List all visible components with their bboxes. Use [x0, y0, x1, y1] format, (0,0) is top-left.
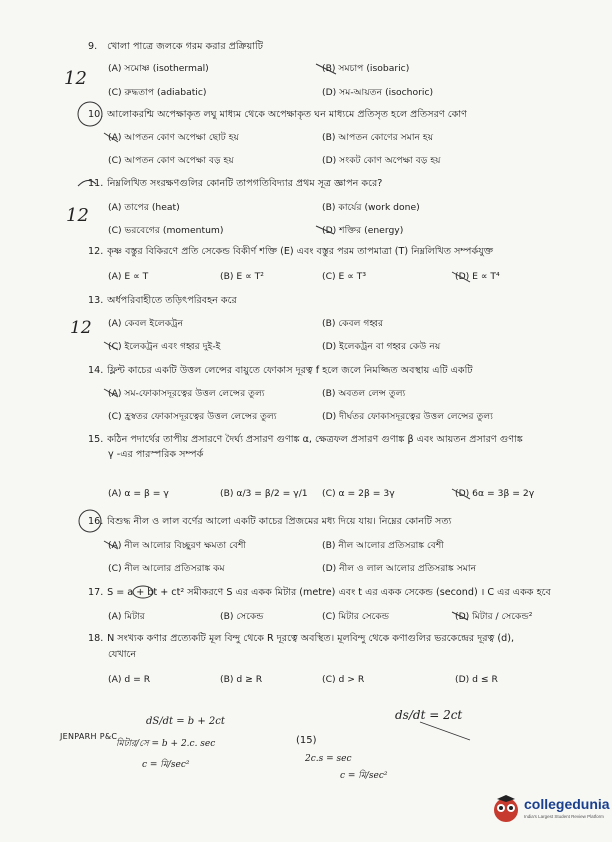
option: (C) ইলেকট্রন এবং গহ্বর দুই-ই: [108, 341, 221, 352]
option: (C) নীল আলোর প্রতিসরাঙ্ক কম: [108, 563, 225, 574]
option: (B) কেবল গহ্বর: [322, 318, 384, 329]
strike-mark: [316, 226, 334, 234]
option: (C) E ∝ T³: [322, 271, 367, 282]
circle-mark: [79, 510, 101, 532]
option: (C) α = 2β = 3γ: [322, 488, 395, 499]
option: (D) ইলেকট্রন বা গহ্বর কেউ নয়: [322, 341, 441, 352]
option: (B) আপতন কোণের সমান হয়: [322, 132, 434, 143]
option: (D) দীর্ঘতর ফোকাসদূরত্বের উত্তল লেন্সের তুল্য: [322, 411, 493, 422]
handwritten-note: ds/dt = 2ct: [395, 708, 463, 722]
option: (A) আপতন কোণ অপেক্ষা ছোট হয়: [108, 132, 239, 143]
option: (A) নীল আলোর বিচ্ছুরণ ক্ষমতা বেশী: [108, 540, 247, 551]
handwritten-note: c = মি/sec²: [142, 760, 190, 770]
page-number: (15): [296, 735, 317, 746]
tick-mark: [78, 180, 96, 186]
option: (B) অবতল লেন্স তুল্য: [322, 388, 406, 399]
option: (D) সম-আয়তন (isochoric): [322, 87, 434, 98]
option: (B) কার্যের (work done): [322, 202, 420, 213]
handwritten-mark: 12: [66, 205, 89, 226]
collegedunia-logo: [492, 792, 610, 828]
ink-stroke: [420, 722, 470, 740]
option: (D) শক্তির (energy): [322, 225, 404, 236]
handwritten-mark: 12: [64, 68, 87, 89]
option: (D) E ∝ T⁴: [455, 271, 500, 282]
option: (C) আপতন কোণ অপেক্ষা বড় হয়: [108, 155, 234, 166]
owl-icon: [492, 794, 520, 824]
option: (D) নীল ও লাল আলোর প্রতিসরাঙ্ক সমান: [322, 563, 477, 574]
option: (D) 6α = 3β = 2γ: [455, 488, 535, 499]
strike-mark: [452, 272, 470, 282]
option: (C) ভরবেগের (momentum): [108, 225, 224, 236]
option: (A) সমোষ্ণ (isothermal): [108, 63, 209, 74]
option: (B) d ≥ R: [220, 674, 263, 685]
option: (A) তাপের (heat): [108, 202, 180, 213]
option: (C) রুদ্ধতাপ (adiabatic): [108, 87, 207, 98]
option: (D) সংকট কোণ অপেক্ষা বড় হয়: [322, 155, 441, 166]
question-14: 14. ফ্লিন্ট কাচের একটি উত্তল লেন্সের বায়ুতে ফোকাস দূরত্ব f হলে জলে নিমজ্জিত অবস্থায় এটি একটি: [88, 365, 473, 376]
option: (D) মিটার / সেকেন্ড²: [455, 611, 533, 622]
circle-mark: [133, 586, 153, 598]
strike-mark: [316, 64, 336, 74]
option: (A) কেবল ইলেকট্রন: [108, 318, 184, 329]
question-10: 10. আলোকরশ্মি অপেক্ষাকৃত লঘু মাধ্যম থেকে অপেক্ষাকৃত ঘন মাধ্যমে প্রতিসৃত হলে প্রতিসরণ কোণ: [88, 109, 467, 120]
question-13: 13. অর্ধপরিবাহীতে তড়িৎপরিবহন করে: [88, 295, 237, 306]
strike-mark: [104, 133, 118, 142]
option: (A) মিটার: [108, 611, 145, 622]
handwritten-mark: 12: [70, 318, 92, 338]
circle-mark: [78, 102, 102, 126]
question-11: 11. নিম্নলিখিত সংরক্ষণগুলির কোনটি তাপগতিবিদ্যার প্রথম সূত্র জ্ঞাপন করে?: [88, 178, 383, 189]
question-16: 16. বিশুদ্ধ নীল ও লাল বর্ণের আলো একটি কাচের প্রিজমের মধ্য দিয়ে যায়। নিম্নের কোনটি সত্য: [88, 516, 452, 527]
option: (A) সম-ফোকাসদূরত্বের উত্তল লেন্সের তুল্য: [108, 388, 265, 399]
logo-name: collegedunia: [524, 796, 610, 812]
option: (D) d ≤ R: [455, 674, 498, 685]
option: (A) α = β = γ: [108, 488, 169, 499]
strike-mark: [452, 489, 470, 499]
question-18-cont: যেখানে: [108, 649, 137, 660]
logo-tagline: India's Largest Student Review Platform: [524, 814, 604, 819]
handwritten-note: dS/dt = b + 2ct: [146, 716, 225, 727]
option: (A) d = R: [108, 674, 151, 685]
strike-mark: [104, 389, 118, 397]
option: (B) α/3 = β/2 = γ/1: [220, 488, 308, 499]
strike-mark: [104, 541, 118, 549]
question-17: 17. S = a + bt + ct² সমীকরণে S এর একক মিটার (metre) এবং t এর একক সেকেন্ড (second) । C এর একক হবে: [88, 587, 551, 598]
option: (B) E ∝ T²: [220, 271, 264, 282]
option: (C) d > R: [322, 674, 365, 685]
option: (B) নীল আলোর প্রতিসরাঙ্ক বেশী: [322, 540, 444, 551]
option: (B) সমচাপ (isobaric): [322, 63, 410, 74]
question-18: 18. N সংখ্যক কণার প্রত্যেকটি মূল বিন্দু থেকে R দূরত্বে অবস্থিত। মূলবিন্দু থেকে কণাগুলির ভরকেন্দ্রের দূরত্ব (d),: [88, 633, 515, 644]
option: (B) সেকেন্ড: [220, 611, 264, 622]
handwritten-note: মিটার/সে = b + 2.c. sec: [116, 739, 216, 749]
strike-mark: [104, 342, 118, 350]
option: (C) হ্রস্বতর ফোকাসদূরত্বের উত্তল লেন্সের তুল্য: [108, 411, 277, 422]
option: (A) E ∝ T: [108, 271, 149, 282]
handwritten-note: c = মি/sec²: [340, 771, 388, 781]
footer-code: JENPARH P&C: [60, 732, 118, 741]
question-9: 9. খোলা পাত্রে জলকে গরম করার প্রক্রিয়াটি: [88, 41, 263, 52]
option: (C) মিটার সেকেন্ড: [322, 611, 390, 622]
question-12: 12. কৃষ্ণ বস্তুর বিকিরণে প্রতি সেকেন্ড বিকীর্ণ শক্তি (E) এবং বস্তুর পরম তাপমাত্রা (T) নিম্নলিখিত সম্পর্কযুক্ত: [88, 246, 494, 257]
question-15-cont: γ -এর পারস্পরিক সম্পর্ক: [108, 449, 204, 460]
question-15: 15. কঠিন পদার্থের তাপীয় প্রসারণে দৈর্ঘ্য প্রসারণ গুণাঙ্ক α, ক্ষেত্রফল প্রসারণ গুণাঙ্ক β এবং আয়তন প্রসারণ গুণাঙ্ক: [88, 434, 523, 445]
handwritten-note: 2c.s = sec: [305, 754, 352, 764]
strike-mark: [452, 612, 468, 620]
